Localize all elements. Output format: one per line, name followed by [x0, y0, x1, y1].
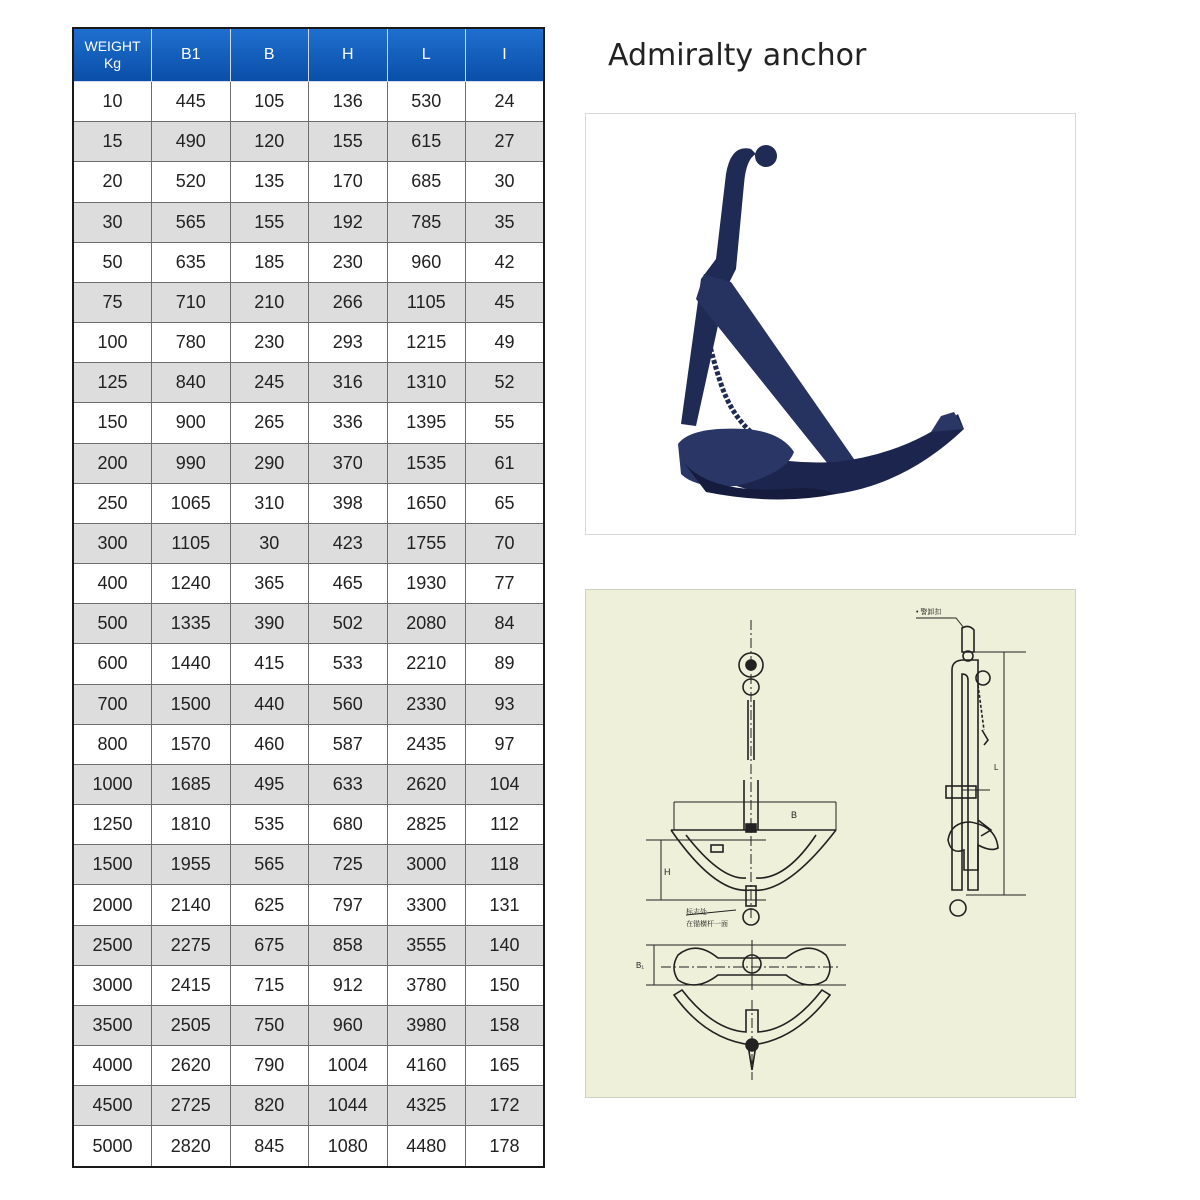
- cell-l: 4325: [387, 1086, 466, 1126]
- cell-b1: 520: [152, 162, 231, 202]
- cell-weight: 2500: [73, 925, 152, 965]
- cell-h: 192: [309, 202, 388, 242]
- header-b: B: [230, 28, 309, 82]
- table-row: [73, 604, 544, 644]
- cell-b: 155: [230, 202, 309, 242]
- table-row: [73, 885, 544, 925]
- cell-b: 230: [230, 323, 309, 363]
- cell-h: 1080: [309, 1126, 388, 1167]
- header-h: H: [309, 28, 388, 82]
- cell-b1: 1500: [152, 684, 231, 724]
- cell-weight: 250: [73, 483, 152, 523]
- table-row: [73, 965, 544, 1005]
- cell-h: 316: [309, 363, 388, 403]
- cell-b: 185: [230, 242, 309, 282]
- note-top: • 警卸扣: [916, 609, 942, 616]
- anchor-technical-drawing: [585, 589, 1076, 1098]
- cell-l: 2210: [387, 644, 466, 684]
- cell-l: 960: [387, 242, 466, 282]
- table-row: [73, 684, 544, 724]
- dim-label-b: B: [791, 810, 798, 820]
- table-row: [73, 805, 544, 845]
- cell-i: 65: [466, 483, 545, 523]
- cell-weight: 50: [73, 242, 152, 282]
- cell-l: 1930: [387, 564, 466, 604]
- cell-l: 3780: [387, 965, 466, 1005]
- note-center-2: 在锚横杆一面: [686, 921, 728, 928]
- anchor-spec-table: [72, 27, 545, 1168]
- cell-b: 565: [230, 845, 309, 885]
- cell-i: 61: [466, 443, 545, 483]
- cell-h: 725: [309, 845, 388, 885]
- cell-weight: 1000: [73, 764, 152, 804]
- header-weight-line2: Kg: [103, 55, 122, 71]
- cell-i: 112: [466, 805, 545, 845]
- cell-h: 1004: [309, 1046, 388, 1086]
- table-row: [73, 82, 544, 122]
- cell-b1: 1240: [152, 564, 231, 604]
- cell-b: 265: [230, 403, 309, 443]
- cell-weight: 1250: [73, 805, 152, 845]
- table-row: [73, 644, 544, 684]
- cell-i: 52: [466, 363, 545, 403]
- cell-i: 165: [466, 1046, 545, 1086]
- cell-l: 4480: [387, 1126, 466, 1167]
- cell-b: 245: [230, 363, 309, 403]
- cell-h: 960: [309, 1005, 388, 1045]
- cell-weight: 2000: [73, 885, 152, 925]
- cell-l: 4160: [387, 1046, 466, 1086]
- table-row: [73, 443, 544, 483]
- cell-h: 136: [309, 82, 388, 122]
- cell-h: 230: [309, 242, 388, 282]
- table-row: [73, 845, 544, 885]
- table-row: [73, 242, 544, 282]
- cell-b: 625: [230, 885, 309, 925]
- table-body: [73, 82, 544, 1168]
- cell-b: 495: [230, 764, 309, 804]
- header-b1: B1: [152, 28, 231, 82]
- cell-i: 97: [466, 724, 545, 764]
- cell-l: 615: [387, 122, 466, 162]
- cell-b1: 445: [152, 82, 231, 122]
- anchor-drawing-svg: [586, 590, 1075, 1097]
- cell-i: 42: [466, 242, 545, 282]
- cell-weight: 1500: [73, 845, 152, 885]
- cell-weight: 400: [73, 564, 152, 604]
- dim-label-l: L: [994, 763, 999, 772]
- cell-l: 3555: [387, 925, 466, 965]
- cell-b1: 2820: [152, 1126, 231, 1167]
- cell-l: 1755: [387, 523, 466, 563]
- cell-weight: 4500: [73, 1086, 152, 1126]
- cell-i: 84: [466, 604, 545, 644]
- cell-l: 3000: [387, 845, 466, 885]
- cell-weight: 500: [73, 604, 152, 644]
- cell-l: 530: [387, 82, 466, 122]
- cell-h: 680: [309, 805, 388, 845]
- top-view: [636, 940, 846, 990]
- cell-i: 55: [466, 403, 545, 443]
- cell-b: 675: [230, 925, 309, 965]
- cell-weight: 100: [73, 323, 152, 363]
- cell-b1: 2275: [152, 925, 231, 965]
- cell-b1: 2505: [152, 1005, 231, 1045]
- cell-b1: 900: [152, 403, 231, 443]
- cell-b: 790: [230, 1046, 309, 1086]
- cell-l: 2080: [387, 604, 466, 644]
- table-row: [73, 162, 544, 202]
- cell-b1: 1065: [152, 483, 231, 523]
- header-weight: [73, 28, 152, 82]
- cell-weight: 15: [73, 122, 152, 162]
- cell-h: 1044: [309, 1086, 388, 1126]
- cell-h: 858: [309, 925, 388, 965]
- cell-b: 135: [230, 162, 309, 202]
- cell-l: 1105: [387, 282, 466, 322]
- cell-i: 131: [466, 885, 545, 925]
- cell-weight: 3500: [73, 1005, 152, 1045]
- cell-b: 845: [230, 1126, 309, 1167]
- cell-l: 3300: [387, 885, 466, 925]
- table-row: [73, 363, 544, 403]
- table-row: [73, 122, 544, 162]
- cell-weight: 4000: [73, 1046, 152, 1086]
- cell-b1: 1440: [152, 644, 231, 684]
- anchor-photo: [585, 113, 1076, 535]
- cell-h: 633: [309, 764, 388, 804]
- cell-h: 797: [309, 885, 388, 925]
- cell-h: 423: [309, 523, 388, 563]
- dim-label-h: H: [664, 867, 671, 877]
- cell-i: 178: [466, 1126, 545, 1167]
- cell-weight: 30: [73, 202, 152, 242]
- cell-weight: 600: [73, 644, 152, 684]
- table-row: [73, 564, 544, 604]
- cell-weight: 75: [73, 282, 152, 322]
- cell-i: 35: [466, 202, 545, 242]
- cell-weight: 5000: [73, 1126, 152, 1167]
- page-title: Admiralty anchor: [608, 38, 867, 73]
- cell-l: 1395: [387, 403, 466, 443]
- cell-weight: 300: [73, 523, 152, 563]
- cell-b1: 1570: [152, 724, 231, 764]
- header-i: I: [466, 28, 545, 82]
- cell-i: 158: [466, 1005, 545, 1045]
- cell-i: 104: [466, 764, 545, 804]
- table-row: [73, 764, 544, 804]
- cell-b: 120: [230, 122, 309, 162]
- cell-h: 370: [309, 443, 388, 483]
- cell-b1: 1105: [152, 523, 231, 563]
- cell-h: 912: [309, 965, 388, 1005]
- table-row: [73, 202, 544, 242]
- cell-h: 533: [309, 644, 388, 684]
- cell-h: 170: [309, 162, 388, 202]
- cell-l: 1535: [387, 443, 466, 483]
- cell-weight: 125: [73, 363, 152, 403]
- table-row: [73, 483, 544, 523]
- cell-i: 70: [466, 523, 545, 563]
- table-row: [73, 1046, 544, 1086]
- cell-weight: 3000: [73, 965, 152, 1005]
- cell-b: 365: [230, 564, 309, 604]
- cell-b: 535: [230, 805, 309, 845]
- cell-weight: 20: [73, 162, 152, 202]
- cell-b: 30: [230, 523, 309, 563]
- cell-i: 49: [466, 323, 545, 363]
- cell-b1: 840: [152, 363, 231, 403]
- header-weight-line1: WEIGHT: [84, 38, 141, 54]
- cell-h: 587: [309, 724, 388, 764]
- cell-b1: 710: [152, 282, 231, 322]
- cell-b: 290: [230, 443, 309, 483]
- table-row: [73, 523, 544, 563]
- cell-i: 89: [466, 644, 545, 684]
- cell-b: 210: [230, 282, 309, 322]
- cell-i: 93: [466, 684, 545, 724]
- cell-h: 465: [309, 564, 388, 604]
- cell-h: 155: [309, 122, 388, 162]
- cell-l: 1215: [387, 323, 466, 363]
- cell-b: 750: [230, 1005, 309, 1045]
- front-view: [646, 620, 836, 928]
- table-row: [73, 282, 544, 322]
- cell-weight: 800: [73, 724, 152, 764]
- cell-i: 140: [466, 925, 545, 965]
- cell-b: 390: [230, 604, 309, 644]
- cell-b: 105: [230, 82, 309, 122]
- cell-i: 150: [466, 965, 545, 1005]
- cell-b1: 635: [152, 242, 231, 282]
- cell-weight: 150: [73, 403, 152, 443]
- cell-b1: 1810: [152, 805, 231, 845]
- cell-b1: 1685: [152, 764, 231, 804]
- cell-i: 77: [466, 564, 545, 604]
- cell-l: 2825: [387, 805, 466, 845]
- cell-b1: 2415: [152, 965, 231, 1005]
- cell-l: 1310: [387, 363, 466, 403]
- table-row: [73, 403, 544, 443]
- cell-i: 118: [466, 845, 545, 885]
- cell-b1: 490: [152, 122, 231, 162]
- cell-h: 502: [309, 604, 388, 644]
- cell-b1: 2140: [152, 885, 231, 925]
- cell-l: 785: [387, 202, 466, 242]
- table-row: [73, 1086, 544, 1126]
- cell-b: 460: [230, 724, 309, 764]
- cell-weight: 200: [73, 443, 152, 483]
- header-l: L: [387, 28, 466, 82]
- anchor-photo-illustration: [586, 114, 1075, 534]
- cell-i: 27: [466, 122, 545, 162]
- cell-h: 336: [309, 403, 388, 443]
- table-header-row: [73, 28, 544, 82]
- cell-weight: 700: [73, 684, 152, 724]
- cell-b1: 2620: [152, 1046, 231, 1086]
- table-row: [73, 323, 544, 363]
- cell-h: 293: [309, 323, 388, 363]
- cell-i: 30: [466, 162, 545, 202]
- cell-b1: 1955: [152, 845, 231, 885]
- cell-b1: 2725: [152, 1086, 231, 1126]
- cell-h: 560: [309, 684, 388, 724]
- cell-b1: 1335: [152, 604, 231, 644]
- cell-b: 415: [230, 644, 309, 684]
- cell-b1: 990: [152, 443, 231, 483]
- cell-i: 24: [466, 82, 545, 122]
- cell-b: 715: [230, 965, 309, 1005]
- table-row: [73, 724, 544, 764]
- table-row: [73, 1005, 544, 1045]
- cell-h: 266: [309, 282, 388, 322]
- dim-label-b1: B₁: [636, 961, 645, 970]
- cell-b: 820: [230, 1086, 309, 1126]
- cell-b: 310: [230, 483, 309, 523]
- cell-i: 45: [466, 282, 545, 322]
- cell-weight: 10: [73, 82, 152, 122]
- cell-i: 172: [466, 1086, 545, 1126]
- cell-b1: 565: [152, 202, 231, 242]
- cell-l: 3980: [387, 1005, 466, 1045]
- cell-h: 398: [309, 483, 388, 523]
- cell-l: 2435: [387, 724, 466, 764]
- cell-b1: 780: [152, 323, 231, 363]
- cell-l: 2620: [387, 764, 466, 804]
- cell-l: 1650: [387, 483, 466, 523]
- side-view: [916, 607, 1026, 916]
- cell-l: 685: [387, 162, 466, 202]
- arm-view: [674, 990, 830, 1080]
- cell-l: 2330: [387, 684, 466, 724]
- cell-b: 440: [230, 684, 309, 724]
- table-row: [73, 925, 544, 965]
- table-row: [73, 1126, 544, 1167]
- note-center-1: 标志处: [686, 909, 707, 916]
